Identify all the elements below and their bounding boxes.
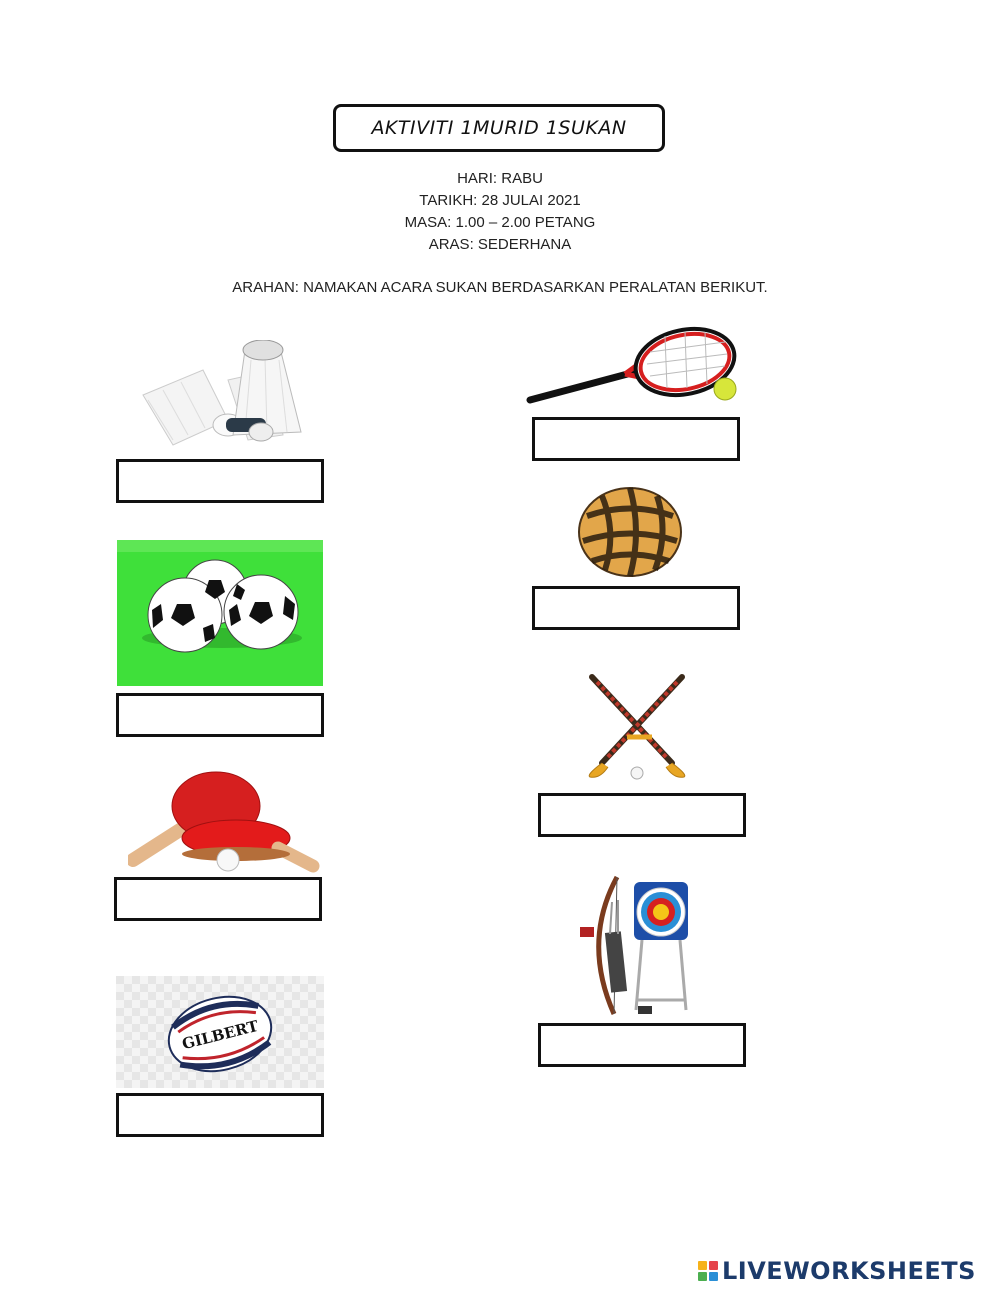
worksheet-title: AKTIVITI 1MURID 1SUKAN: [333, 104, 665, 152]
answer-box-hockey[interactable]: [538, 793, 746, 837]
level-label: ARAS: SEDERHANA: [428, 236, 572, 253]
ping-pong-paddles-icon: [128, 768, 320, 876]
liveworksheets-logo-text: LIVEWORKSHEETS: [722, 1257, 976, 1285]
answer-box-ping-pong[interactable]: [114, 877, 322, 921]
hockey-sticks-icon: [572, 663, 702, 783]
answer-box-tennis[interactable]: [532, 417, 740, 461]
rugby-ball-icon: [116, 976, 324, 1088]
tennis-racket-icon: [525, 322, 740, 407]
rugby-ball-brand-text: GILBERT: [180, 1016, 261, 1054]
answer-box-shuttlecock[interactable]: [116, 459, 324, 503]
sepak-takraw-ball-icon: [577, 486, 683, 578]
instruction-text: ARAHAN: NAMAKAN ACARA SUKAN BERDASARKAN PERALATAN BERIKUT.: [232, 279, 768, 296]
shuttlecock-icon: [133, 340, 308, 450]
answer-box-sepak-takraw[interactable]: [532, 586, 740, 630]
day-label: HARI: RABU: [457, 170, 543, 187]
liveworksheets-logo[interactable]: [698, 1256, 976, 1286]
time-label: MASA: 1.00 – 2.00 PETANG: [404, 214, 596, 231]
date-label: TARIKH: 28 JULAI 2021: [419, 192, 581, 209]
soccer-balls-icon: [117, 540, 323, 686]
answer-box-rugby[interactable]: [116, 1093, 324, 1137]
liveworksheets-logo-icon: [698, 1261, 718, 1281]
answer-box-soccer[interactable]: [116, 693, 324, 737]
archery-set-icon: [572, 872, 694, 1022]
answer-box-archery[interactable]: [538, 1023, 746, 1067]
